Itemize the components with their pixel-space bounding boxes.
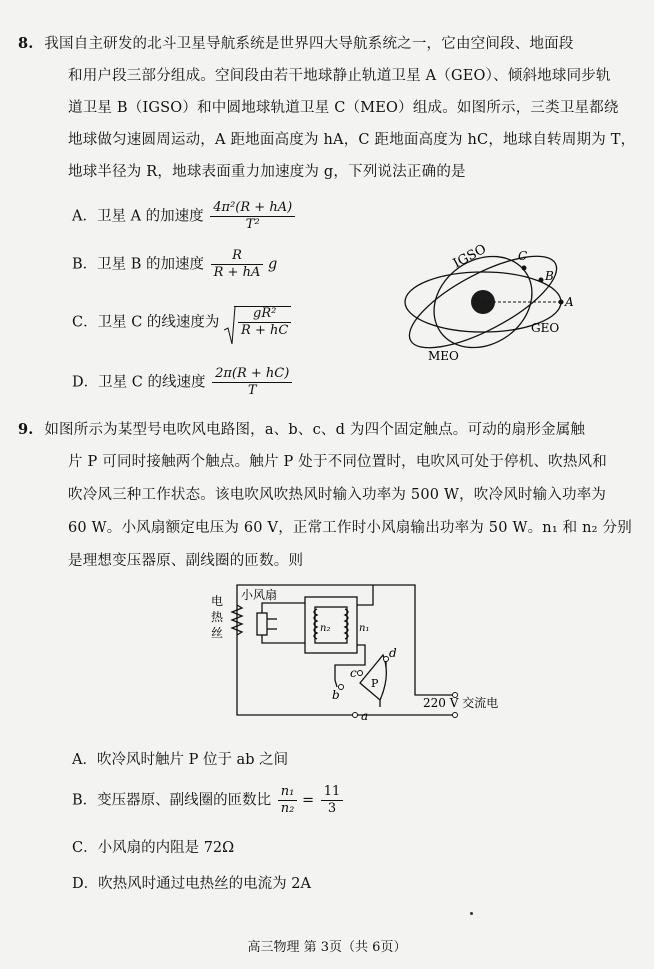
q8-option-b-fraction xyxy=(211,248,264,281)
n2-label: n₂ xyxy=(320,623,331,634)
q8-line-4: 地球做匀速圆周运动，A 距地面高度为 hA，C 距地面高度为 hC，地球自转周期为 T， xyxy=(68,132,636,148)
q9-option-b-num2: 11 xyxy=(321,784,344,801)
q9-option-b-eq: = xyxy=(301,792,315,809)
q8-line-1 xyxy=(18,32,574,53)
satellite-c xyxy=(522,266,527,271)
q8-line-3: 道卫星 B（IGSO）和中圆地球轨道卫星 C（MEO）组成。如图所示，三类卫星都绕 xyxy=(68,100,619,116)
radical-sign-icon xyxy=(224,306,236,346)
q8-option-d-num: 2π(R + hC) xyxy=(212,366,292,383)
q8-option-b-tail: g xyxy=(267,256,278,273)
satellite-a xyxy=(559,300,564,305)
q8-option-d-fraction xyxy=(212,366,292,399)
q9-option-d: D．吹热风时通过电热丝的电流为 2A xyxy=(72,876,311,892)
b-label: B xyxy=(545,269,554,283)
fan-icon xyxy=(257,613,267,635)
d-label: d xyxy=(389,646,397,660)
q9-option-b-frac-2 xyxy=(321,784,344,817)
terminal-d xyxy=(384,657,389,662)
q8-option-a-text: A．卫星 A 的加速度 xyxy=(72,208,204,225)
q8-option-d-den: T xyxy=(247,383,257,398)
p-label: P xyxy=(371,677,379,690)
igso-label: IGSO xyxy=(450,241,489,272)
a-label: A xyxy=(565,295,574,309)
geo-label: GEO xyxy=(531,321,560,335)
q8-option-c-fraction xyxy=(238,306,291,339)
n1-label: n₁ xyxy=(359,623,370,634)
q8-number: 8. xyxy=(18,35,34,52)
q8-option-b-num: R xyxy=(211,248,264,265)
q9-option-b-text: B．变压器原、副线圈的匝数比 xyxy=(72,792,272,809)
c-label: C xyxy=(518,249,528,263)
source-terminal-bottom xyxy=(453,713,458,718)
q9-line-3: 吹冷风三种工作状态。该电吹风吹热风时输入功率为 500 W，吹冷风时输入功率为 xyxy=(68,487,607,503)
speck xyxy=(470,912,473,915)
q9-line-4: 60 W。小风扇额定电压为 60 V，正常工作时小风扇输出功率为 50 W。n₁ 和 n₂ 分别 xyxy=(68,520,632,536)
q8-option-d-text: D．卫星 C 的线速度 xyxy=(72,374,206,391)
q8-option-c xyxy=(72,306,291,339)
q9-option-c: C．小风扇的内阻是 72Ω xyxy=(72,840,235,856)
q8-option-c-den: R + hC xyxy=(241,323,289,338)
q9-option-b-den: n₂ xyxy=(280,801,295,816)
q8-option-a-num: 4π²(R + hA) xyxy=(210,200,295,217)
q9-option-b-num: n₁ xyxy=(278,784,298,801)
b-label: b xyxy=(332,688,340,702)
q8-line-2: 和用户段三部分组成。空间段由若干地球静止轨道卫星 A（GEO）、倾斜地球同步轨 xyxy=(68,68,611,84)
heater-label-2: 热 xyxy=(211,610,224,624)
source-label: 220 V 交流电 xyxy=(423,696,499,710)
q8-option-b-den: R + hA xyxy=(213,265,261,280)
q8-option-b-text: B．卫星 B 的加速度 xyxy=(72,256,205,273)
q8-option-c-text: C．卫星 C 的线速度为 xyxy=(72,314,220,331)
meo-label: MEO xyxy=(428,349,459,363)
q9-option-b-den2: 3 xyxy=(327,801,337,816)
terminal-a xyxy=(353,713,358,718)
q9-line-2: 片 P 可同时接触两个触点。触片 P 处于不同位置时，电吹风可处于停机、吹热风和 xyxy=(68,454,607,470)
fan-label: 小风扇 xyxy=(241,588,278,602)
q8-option-b xyxy=(72,248,277,281)
q9-text-1: 如图所示为某型号电吹风电路图，a、b、c、d 为四个固定触点。可动的扇形金属触 xyxy=(44,422,586,438)
orbit-diagram xyxy=(398,236,588,371)
terminal-c xyxy=(358,671,363,676)
q8-text-1: 我国自主研发的北斗卫星导航系统是世界四大导航系统之一，它由空间段、地面段 xyxy=(44,36,574,52)
q8-option-a-fraction xyxy=(210,200,295,233)
a-label: a xyxy=(361,709,369,723)
q9-line-5: 是理想变压器原、副线圈的匝数。则 xyxy=(68,553,304,569)
c-label: c xyxy=(350,666,357,680)
q8-option-d xyxy=(72,366,292,399)
q8-option-a-den: T² xyxy=(245,217,260,232)
satellite-b xyxy=(539,278,544,283)
q8-option-c-sqrt xyxy=(224,306,291,339)
q8-option-c-num: gR² xyxy=(238,306,291,323)
circuit-diagram xyxy=(205,575,525,725)
q8-option-a xyxy=(72,200,295,233)
q9-option-a: A．吹冷风时触片 P 位于 ab 之间 xyxy=(72,752,289,768)
heater-label-1: 电 xyxy=(211,594,224,608)
q8-line-5: 地球半径为 R，地球表面重力加速度为 g，下列说法正确的是 xyxy=(68,164,466,180)
page-footer: 高三物理 第 3页（共 6页） xyxy=(247,940,407,955)
q9-option-b-frac-1 xyxy=(278,784,298,817)
q9-option-b xyxy=(72,784,343,817)
q9-line-1 xyxy=(18,418,585,439)
q9-number: 9. xyxy=(18,421,34,438)
heater-label-3: 丝 xyxy=(211,626,224,640)
